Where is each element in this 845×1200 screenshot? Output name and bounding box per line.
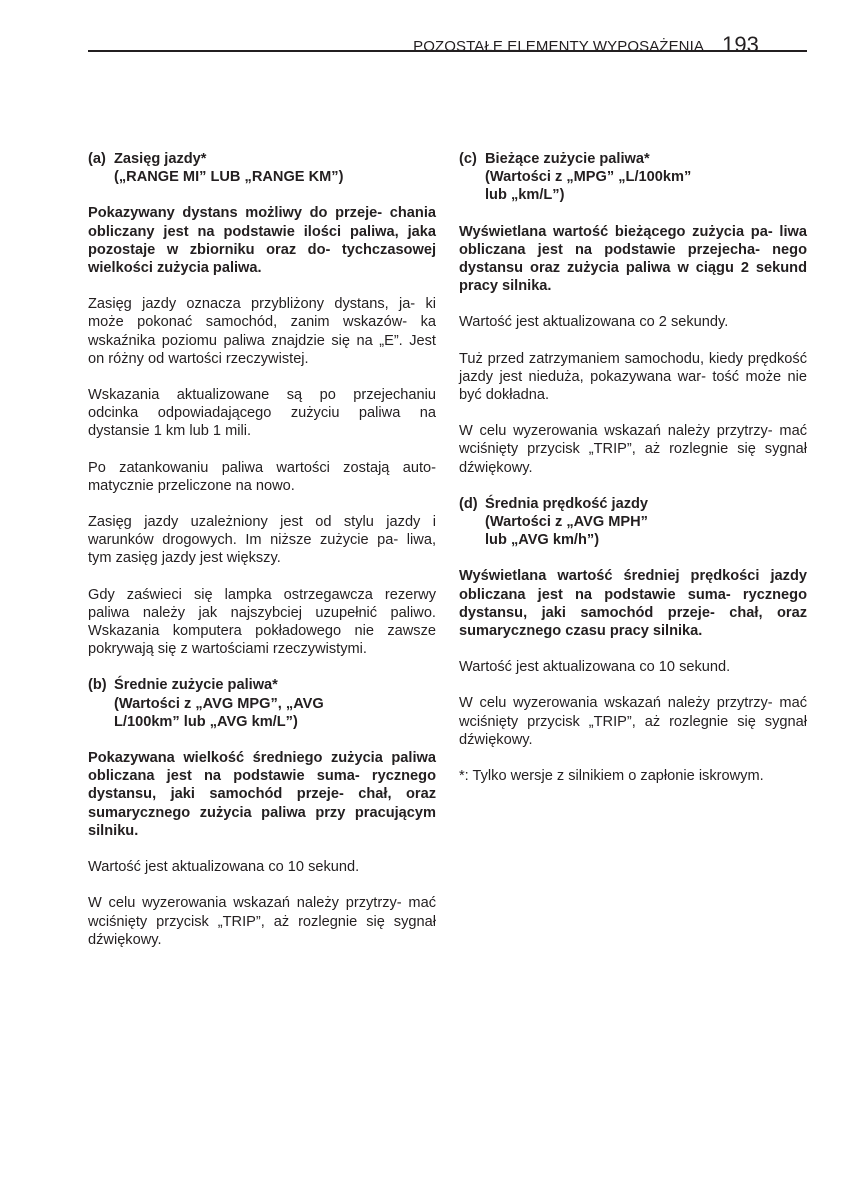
- heading-marker: (a): [88, 151, 106, 167]
- paragraph: Wartość jest aktualizowana co 10 sekund.: [459, 659, 731, 676]
- heading-subtitle: (Wartości z „MPG” „L/100km”: [485, 169, 692, 186]
- heading-title: Zasięg jazdy*: [114, 151, 207, 167]
- paragraph: W celu wyzerowania wskazań należy przytrzy- mać wciśnięty przycisk „TRIP”, aż rozlegnie się sygnał dźwiękowy.: [459, 423, 807, 476]
- paragraph: Wartość jest aktualizowana co 10 sekund.: [88, 859, 360, 876]
- section-title: POZOSTAŁE ELEMENTY WYPOSAŻENIA: [413, 38, 704, 55]
- header-rule: [88, 50, 807, 52]
- avg-consumption-summary: Pokazywana wielkość średniego zużycia paliwa obliczana jest na podstawie suma- rycznego dystansu, jaki samochód przeje- chał, oraz sumarycznego zużycia paliwa przy pracującym silniku.: [88, 750, 436, 839]
- range-summary: Pokazywany dystans możliwy do przeje- chania obliczany jest na podstawie ilości paliwa, jaka pozostaje w zbiorniku oraz do- tychczasowej wielkości zużycia paliwa.: [88, 205, 436, 277]
- paragraph: Wartość jest aktualizowana co 2 sekundy.: [459, 314, 729, 331]
- heading-avg-speed: [459, 495, 807, 550]
- page-number: 193: [721, 32, 759, 57]
- paragraph: Wskazania aktualizowane są po przejechaniu odcinka odpowiadającego zużyciu paliwa na dystansie 1 km lub 1 mili.: [88, 387, 436, 440]
- paragraph: Zasięg jazdy oznacza przybliżony dystans, ja- ki może pokonać samochód, zanim wskazów- ka wskaźnika poziomu paliwa znajdzie się na „E”. Jest on różny od wartości rzeczywistej.: [88, 296, 436, 367]
- heading-marker: (b): [88, 677, 107, 694]
- left-column: [88, 150, 436, 967]
- heading-marker: (d): [459, 495, 478, 512]
- heading-title: Bieżące zużycie paliwa*: [485, 151, 650, 167]
- heading-subtitle: lub „km/L”): [485, 187, 565, 204]
- running-header: [413, 31, 759, 57]
- heading-subtitle: („RANGE MI” LUB „RANGE KM”): [114, 169, 344, 186]
- paragraph: W celu wyzerowania wskazań należy przytrzy- mać wciśnięty przycisk „TRIP”, aż rozlegnie się sygnał dźwiękowy.: [88, 895, 436, 948]
- paragraph: Po zatankowaniu paliwa wartości zostają auto- matycznie przeliczone na nowo.: [88, 459, 436, 494]
- heading-subtitle: (Wartości z „AVG MPG”, „AVG: [114, 695, 324, 712]
- heading-avg-consumption: [88, 676, 436, 731]
- current-consumption-summary: Wyświetlana wartość bieżącego zużycia pa- liwa obliczana jest na podstawie przejecha- nego dystansu oraz zużycia paliwa w ciągu 2 sekund pracy silnika.: [459, 223, 807, 295]
- heading-subtitle: (Wartości z „AVG MPH”: [485, 514, 648, 531]
- heading-title: Średnia prędkość jazdy: [485, 495, 649, 512]
- paragraph: W celu wyzerowania wskazań należy przytrzy- mać wciśnięty przycisk „TRIP”, aż rozlegnie się sygnał dźwiękowy.: [459, 695, 807, 748]
- heading-range: [88, 150, 436, 186]
- heading-subtitle: lub „AVG km/h”): [485, 532, 600, 549]
- heading-subtitle: L/100km” lub „AVG km/L”): [114, 713, 298, 730]
- footnote: *: Tylko wersje z silnikiem o zapłonie iskrowym.: [459, 768, 764, 785]
- heading-marker: (c): [459, 151, 477, 167]
- paragraph: Gdy zaświeci się lampka ostrzegawcza rezerwy paliwa należy jak najszybciej uzupełnić paliwo. Wskazania komputera pokładowego nie zawsze pokrywają się z wartościami rzeczywistymi.: [88, 586, 436, 658]
- heading-current-consumption: [459, 150, 807, 205]
- heading-title: Średnie zużycie paliwa*: [114, 677, 278, 694]
- right-column: [459, 150, 807, 803]
- paragraph: Tuż przed zatrzymaniem samochodu, kiedy prędkość jazdy jest nieduża, pokazywana war- tość może nie być dokładna.: [459, 350, 807, 404]
- paragraph: Zasięg jazdy uzależniony jest od stylu jazdy i warunków drogowych. Im niższe zużycie pa- liwa, tym zasięg jazdy jest większy.: [88, 514, 436, 567]
- avg-speed-summary: Wyświetlana wartość średniej prędkości jazdy obliczana jest na podstawie suma- rycznego dystansu, jaki samochód przeje- chał, oraz sumarycznego czasu pracy silnika.: [459, 568, 807, 640]
